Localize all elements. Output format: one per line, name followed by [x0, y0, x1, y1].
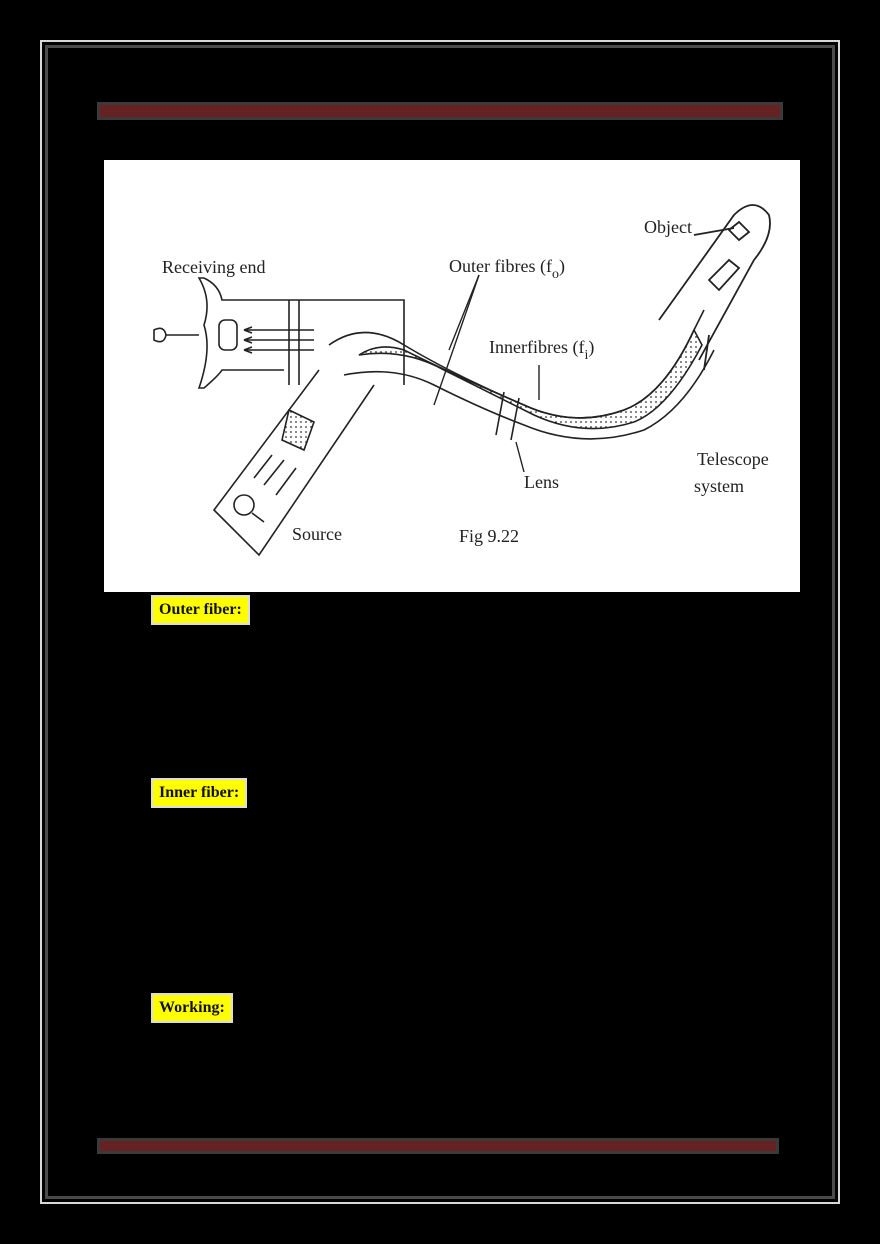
label-outer-fibres: Outer fibres $(f_o)$ — [449, 256, 565, 282]
endoscope-figure — [104, 160, 800, 592]
fibre-bundle — [329, 310, 714, 440]
header-text — [240, 98, 640, 106]
label-telescope-line1: Telescope — [697, 449, 769, 469]
label-lens: Lens — [524, 472, 559, 492]
label-source: Source — [292, 524, 342, 544]
figure-caption: Fig 9.22 — [459, 526, 520, 546]
label-telescope-line2: system — [694, 476, 745, 496]
label-object: Object — [644, 217, 692, 237]
label-receiving-end: Receiving end — [162, 257, 266, 277]
heading-working: Working: — [153, 995, 231, 1021]
heading-inner-fiber: Inner fiber: — [153, 780, 245, 806]
label-inner-fibres: Innerfibres $(f_i)$ — [489, 337, 595, 363]
header-bar — [100, 105, 780, 117]
endoscope-diagram — [104, 160, 800, 592]
heading-outer-fiber: Outer fiber: — [153, 597, 248, 623]
footer-bar — [100, 1141, 776, 1151]
